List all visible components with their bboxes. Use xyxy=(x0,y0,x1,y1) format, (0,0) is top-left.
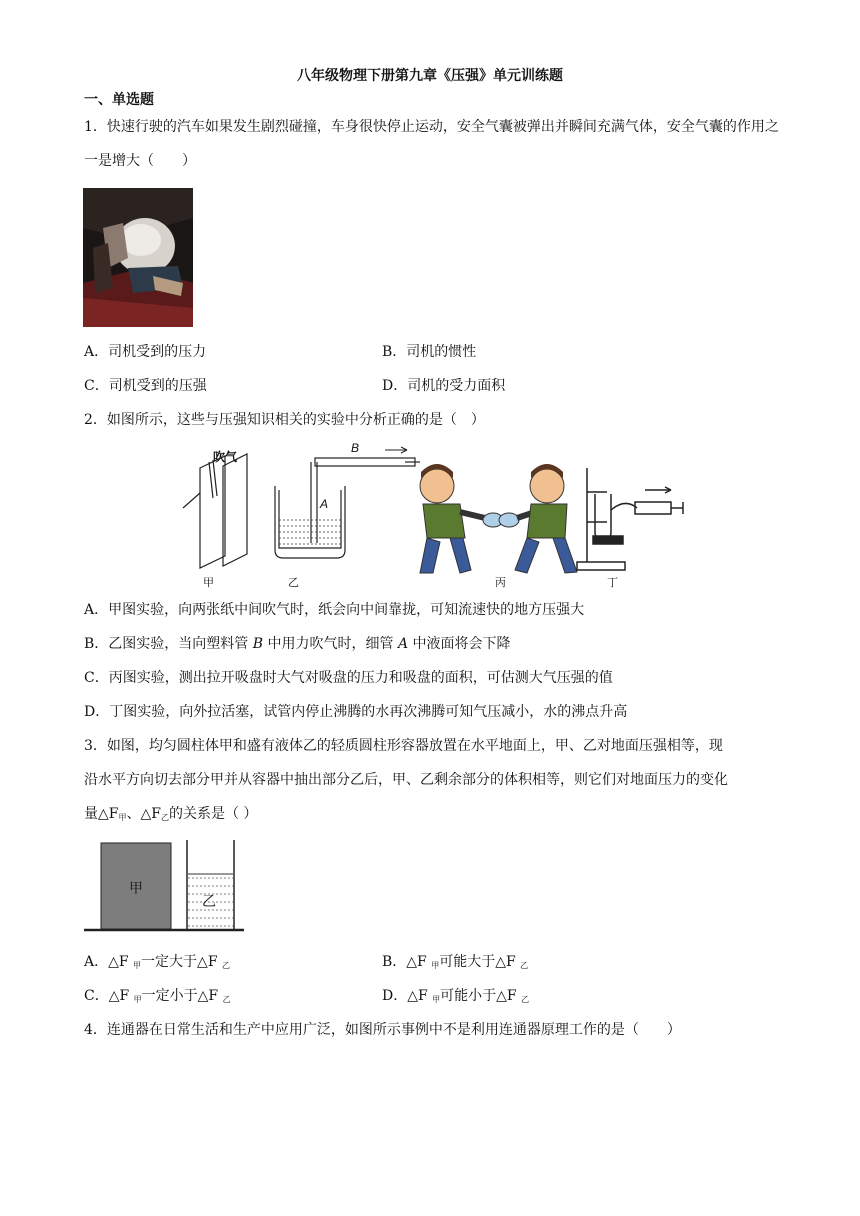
q2-stem: 2．如图所示，这些与压强知识相关的实验中分析正确的是（ ） xyxy=(84,412,485,428)
q2-option-c: C．丙图实验，测出拉开吸盘时大气对吸盘的压力和吸盘的面积，可估测大气压强的值 xyxy=(84,670,613,686)
q3-option-c: C．△F $_甲$一定小于△F $_乙$ xyxy=(84,988,231,1004)
q3-cylinder-figure xyxy=(84,838,244,934)
q3-option-d: D．△F $_甲$可能小于△F $_乙$ xyxy=(382,988,530,1004)
label-ding: 丁 xyxy=(607,577,618,589)
q3-option-a: A．△F $_甲$一定大于△F $_乙$ xyxy=(84,954,230,970)
q3-stem-line1: 3．如图，均匀圆柱体甲和盛有液体乙的轻质圆柱形容器放置在水平地面上，甲、乙对地面压强相等，现 xyxy=(84,738,723,754)
fig-label-yi: 乙 xyxy=(202,893,216,909)
q3-stem-line2: 沿水平方向切去部分甲并从容器中抽出部分乙后，甲、乙剩余部分的体积相等，则它们对地面压力的变化 xyxy=(84,772,728,788)
q1-stem: 1．快速行驶的汽车如果发生剧烈碰撞，车身很快停止运动，安全气囊被弹出并瞬间充满气体，安全气囊的作用之一是增大（ ） xyxy=(84,119,779,169)
fig-label-jia: 甲 xyxy=(129,880,143,896)
q3-stem-line3: 量$\triangle F_甲$、$\triangle F_乙$的关系是（ ） xyxy=(84,806,258,822)
airbag-photo xyxy=(83,188,193,327)
paper-sheets-diagram xyxy=(183,454,247,568)
q2-experiment-figure xyxy=(175,438,695,594)
label-A: A xyxy=(320,497,329,511)
label-bing: 丙 xyxy=(495,577,506,589)
section-heading: 一、单选题 xyxy=(84,92,154,108)
syringe-stand-diagram xyxy=(577,468,683,570)
q1-option-b: B．司机的惯性 xyxy=(382,344,477,360)
q1-option-c: C．司机受到的压强 xyxy=(84,378,207,394)
label-jia: 甲 xyxy=(203,577,214,589)
beaker-diagram xyxy=(275,458,420,558)
q2-option-d: D．丁图实验，向外拉活塞，试管内停止沸腾的水再次沸腾可知气压减小，水的沸点升高 xyxy=(84,704,628,720)
q1-option-a: A．司机受到的压力 xyxy=(84,344,207,360)
label-yi: 乙 xyxy=(288,577,299,589)
q2-option-b: B．乙图实验，当向塑料管 B 中用力吹气时，细管 A 中液面将会下降 xyxy=(84,636,511,652)
page-title: 八年级物理下册第九章《压强》单元训练题 xyxy=(297,68,563,84)
q2-option-a: A．甲图实验，向两张纸中间吹气时，纸会向中间靠拢，可知流速快的地方压强大 xyxy=(84,602,585,618)
label-blow: 吹气 xyxy=(213,450,238,464)
tug-of-war-diagram xyxy=(420,464,577,573)
q3-option-b: B．△F $_甲$可能大于△F $_乙$ xyxy=(382,954,529,970)
label-B: B xyxy=(351,441,360,455)
q1-option-d: D．司机的受力面积 xyxy=(382,378,506,394)
q4-stem: 4．连通器在日常生活和生产中应用广泛，如图所示事例中不是利用连通器原理工作的是（ ） xyxy=(84,1022,681,1038)
